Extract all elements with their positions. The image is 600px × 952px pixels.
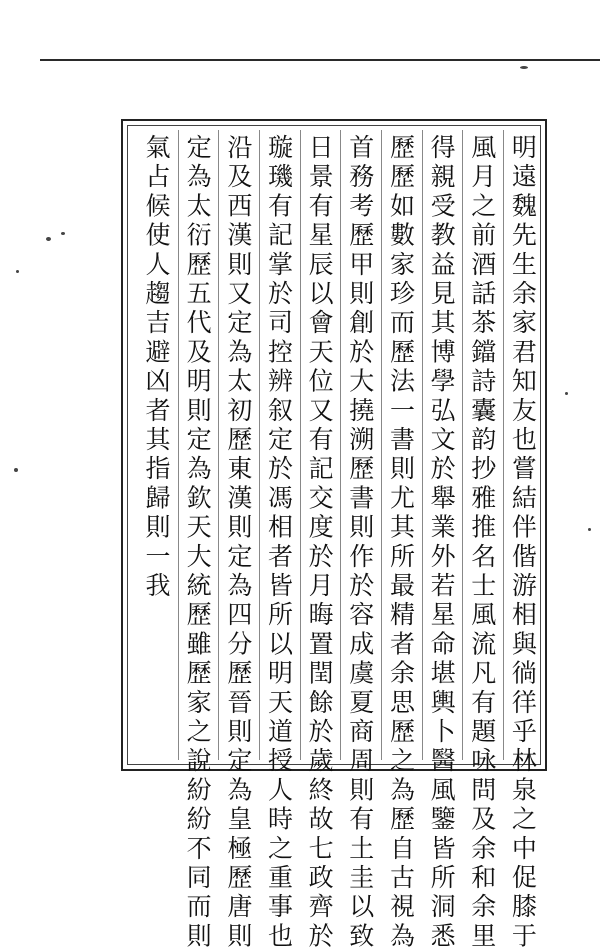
ink-speck bbox=[61, 232, 65, 235]
text-column-7 bbox=[259, 130, 297, 952]
ink-speck bbox=[14, 468, 18, 472]
page-top-rule bbox=[40, 59, 600, 61]
text-column-6 bbox=[300, 130, 338, 952]
text-column-10 bbox=[137, 130, 175, 760]
ink-speck bbox=[588, 528, 591, 531]
text-column-1 bbox=[503, 130, 541, 952]
column-text: 風月之前酒話茶鐺詩囊韵抄雅推名士風流凡有題咏問及余和余里 bbox=[467, 134, 497, 952]
column-text: 歷歷如數家珍而歷法一書則尤其所最精者余思歷之為歷自古視為 bbox=[386, 134, 416, 952]
column-text: 璇璣有記掌於司控辨叙定於馮相者皆所以明天道授人時之重事也 bbox=[264, 134, 294, 952]
text-column-8 bbox=[218, 130, 256, 952]
text-column-9 bbox=[178, 130, 216, 952]
column-text: 氣占候使人趨吉避凶者其指歸則一我 bbox=[142, 134, 171, 602]
text-column-4 bbox=[381, 130, 419, 952]
text-column-5 bbox=[340, 130, 378, 952]
column-text: 首務考歷甲則創於大撓溯歷書則作於容成虞夏商周則有土圭以致 bbox=[345, 134, 375, 952]
vertical-text-columns bbox=[137, 130, 541, 952]
ink-speck bbox=[46, 237, 51, 241]
column-text: 明遠魏先生余家君知友也嘗結伴偕游相與徜徉乎林泉之中促膝于 bbox=[508, 134, 538, 952]
column-text: 日景有星辰以會天位又有記交度於月晦置閏餘於歲終故七政齊於 bbox=[305, 134, 335, 952]
text-column-2 bbox=[462, 130, 500, 952]
ink-speck bbox=[16, 270, 19, 273]
column-text: 得親受教益見其博學弘文於舉業外若星命堪輿卜醫風鑒皆所洞悉 bbox=[427, 134, 457, 952]
column-text: 沿及西漢則又定為太初歷東漢則定為四分歷晉則定為皇極歷唐則 bbox=[223, 134, 253, 952]
ink-speck bbox=[520, 66, 528, 69]
column-text: 定為太衍歷五代及明則定為欽天大統歷雖歷家之說紛紛不同而則 bbox=[183, 134, 213, 952]
text-column-3 bbox=[422, 130, 460, 952]
ink-speck bbox=[565, 392, 568, 395]
